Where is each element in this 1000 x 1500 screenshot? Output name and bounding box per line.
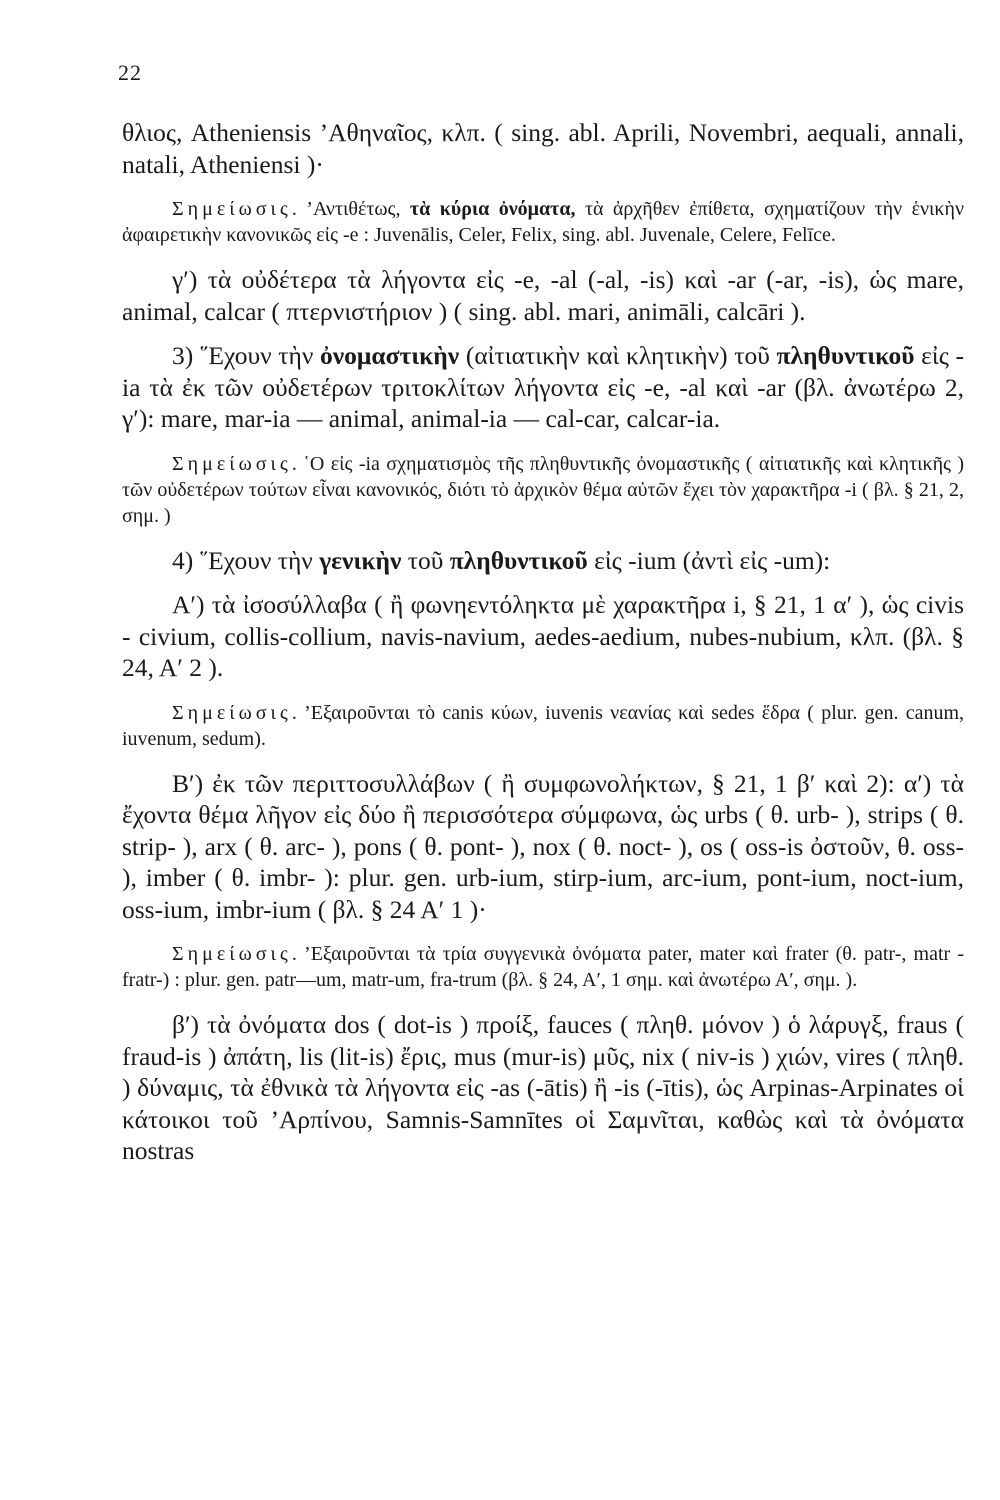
note-paragraph	[122, 700, 964, 752]
note-label: Σημείωσις	[172, 943, 292, 965]
text-run: (αἰτιατικὴν καὶ κλητικὴν) τοῦ	[459, 341, 777, 370]
text-run: . ’Εξαιροῦνται τὸ canis κύων, iuvenis νεανίας καὶ sedes ἕδρα ( plur. gen. canum, iuvenum, sedum).	[122, 701, 964, 750]
text-run: τοῦ	[401, 545, 450, 575]
block-gap	[122, 435, 964, 451]
text-run: Β′) ἐκ τῶν περιττοσυλλάβων ( ἢ συμφωνολήκτων, § 21, 1 β′ καὶ 2): α′) τὰ ἔχοντα θέμα λῆγον εἰς δύο ἢ περισσότερα σύμφωνα, ὡς urbs ( θ. urb- ), strips ( θ. strip- ), arx ( θ. arc- ), pons ( θ. pont- ), nox ( θ. noct- ), os ( oss-is ὀστοῦν, θ. oss- ), imber ( θ. imbr- ): plur. gen. urb-ium, stirp-ium, arc-ium, pont-ium, noct-ium, oss-ium, imbr-ium ( βλ. § 24 Α′ 1 )·	[122, 768, 964, 924]
text-run: . ῾Ο εἰς -ia σχηματισμὸς τῆς πληθυντικῆς ὀνομαστικῆς ( αἰτιατικῆς καὶ κλητικῆς ) τῶν οὐδετέρων τούτων εἶναι κανονικός, διότι τὸ ἀρχικὸν θέμα αὐτῶν ἔχει τὸν χαρακτῆρα -i ( βλ. § 21, 2, σημ. )	[122, 452, 964, 527]
block-gap	[122, 248, 964, 264]
paragraph	[122, 117, 964, 180]
block-gap	[122, 180, 964, 196]
note-paragraph	[122, 941, 964, 993]
note-label: Σημείωσις	[172, 198, 292, 220]
note-label: Σημείωσις	[172, 701, 292, 724]
text-run: . ’Εξαιροῦνται τὰ τρία συγγενικὰ ὀνόματα pater, mater καὶ frater (θ. patr-, matr - fratr-) : plur. gen. patr—um, matr-um, fra-trum (βλ. § 24, Α′, 1 σημ. καὶ ἀνωτέρω Α′, σημ. ).	[122, 943, 964, 991]
text-run: Α′) τὰ ἰσοσύλλαβα ( ἢ φωνηεντόληκτα μὲ χαρακτῆρα i, § 21, 1 α′ ), ὡς civis - civium, collis-collium, navis-navium, aedes-aedium, nubes-nubium, κλπ. (βλ. § 24, Α′ 2 ).	[122, 590, 964, 682]
bold-term: πληθυντικοῦ	[449, 545, 588, 575]
text-run: γ′) τὰ οὐδέτερα τὰ λήγοντα εἰς -e, -al (-al, -is) καὶ -ar (-ar, -is), ὡς mare, animal, calcar ( πτερνιστήριον ) ( sing. abl. mari, animāli, calcāri ).	[122, 265, 964, 326]
block-gap	[122, 529, 964, 545]
note-paragraph	[122, 451, 964, 529]
note-paragraph	[122, 196, 964, 248]
block-gap	[122, 576, 964, 589]
block-gap	[122, 327, 964, 340]
text-run: εἰς -ium (ἀντὶ εἰς -um):	[587, 545, 831, 575]
text-run: τὰ ἀρχῆθεν ἐπίθετα, σχηματίζουν τὴν ἑνικὴν ἀφαιρετικὴν κανονικῶς εἰς -e : Juvenālis, Celer, Felix, sing. abl. Juvenale, Celere, Felīce.	[122, 198, 964, 246]
block-gap	[122, 925, 964, 941]
block-gap	[122, 993, 964, 1009]
paragraph	[122, 264, 964, 327]
text-run: εἰς -ia τὰ ἐκ τῶν οὐδετέρων τριτοκλίτων λήγοντα εἰς -e, -al καὶ -ar (βλ. ἀνωτέρω 2, γ′): mare, mar-ia — animal, animal-ia — cal-car, calcar-ia.	[122, 341, 964, 433]
paragraph	[122, 340, 964, 435]
text-run: 4) ῞Εχουν τὴν	[172, 545, 320, 575]
text-run: θλιος, Atheniensis ’Αθηναῖος, κλπ. ( sing. abl. Aprili, Novembri, aequali, annali, natali, Atheniensi )·	[122, 118, 964, 179]
text-run: 3) ῞Εχουν τὴν	[172, 341, 321, 370]
note-label: Σημείωσις	[172, 452, 292, 475]
bold-term: τὰ κύρια ὀνόματα,	[409, 198, 576, 220]
body-text	[122, 117, 964, 1167]
bold-term: ὀνομαστικὴν	[320, 341, 460, 370]
paragraph	[122, 589, 964, 684]
paragraph	[122, 768, 964, 926]
block-gap	[122, 684, 964, 700]
bold-term: πληθυντικοῦ	[776, 341, 915, 370]
text-run: β′) τὰ ὀνόματα dos ( dot-is ) προίξ, fauces ( πληθ. μόνον ) ὁ λάρυγξ, fraus ( fraud-is ) ἀπάτη, lis (lit-is) ἔρις, mus (mur-is) μῦς, nix ( niv-is ) χιών, vires ( πληθ. ) δύναμις, τὰ ἐθνικὰ τὰ λήγοντα εἰς -as (-ātis) ἢ -is (-ītis), ὡς Arpinas-Arpinates οἱ κάτοικοι τοῦ ’Αρπίνου, Samnis-Samnītes οἱ Σαμνῖται, καθὼς καὶ τὰ ὀνόματα nostras	[122, 1010, 964, 1165]
paragraph	[122, 545, 964, 577]
page-number: 22	[118, 60, 142, 85]
bold-term: γενικὴν	[319, 545, 402, 575]
text-run: . ’Αντιθέτως,	[291, 198, 410, 220]
paragraph	[122, 1009, 964, 1167]
block-gap	[122, 752, 964, 768]
